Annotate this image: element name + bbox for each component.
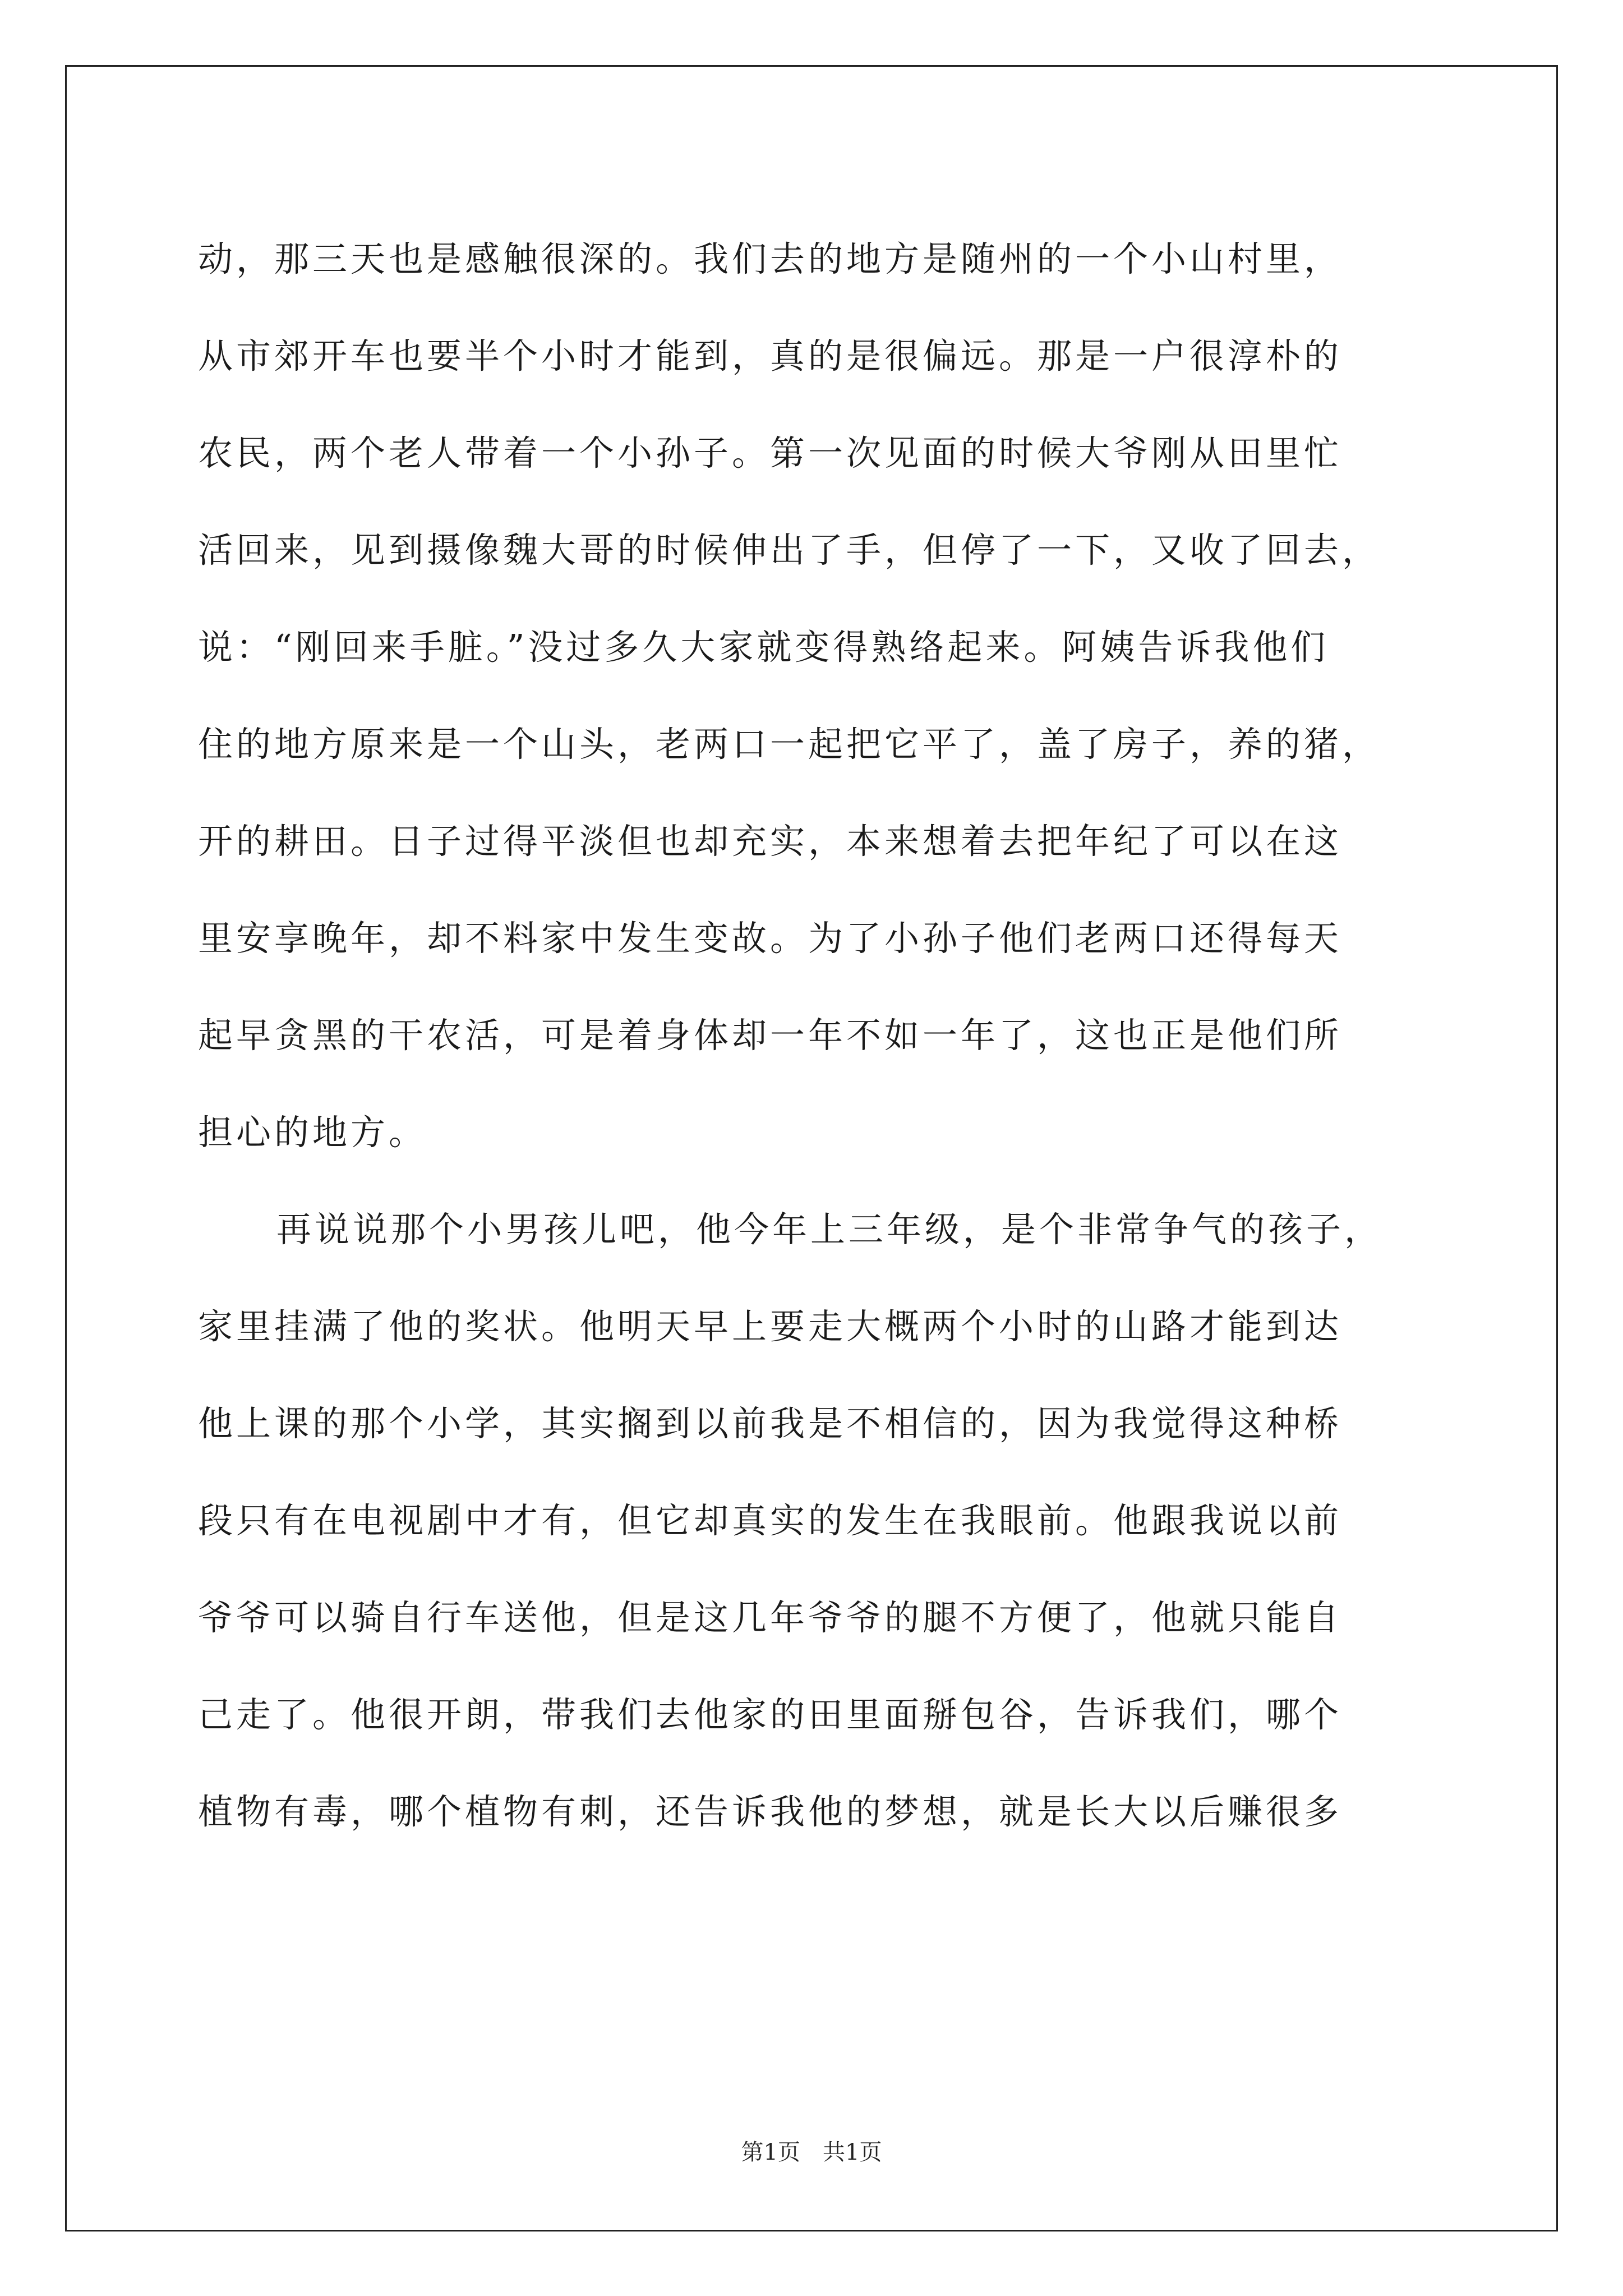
text-line: 段只有在电视剧中才有，但它却真实的发生在我眼前。他跟我说以前 (198, 1500, 1343, 1541)
text-line: 爷爷可以骑自行车送他，但是这几年爷爷的腿不方便了，他就只能自 (198, 1597, 1343, 1638)
text-line: 从市郊开车也要半个小时才能到，真的是很偏远。那是一户很淳朴的 (198, 335, 1343, 376)
text-line: 再说说那个小男孩儿吧，他今年上三年级，是个非常争气的孩子， (276, 1209, 1383, 1250)
text-line: 家里挂满了他的奖状。他明天早上要走大概两个小时的山路才能到达 (198, 1306, 1343, 1347)
page-number-footer: 第1页 共1页 (741, 2139, 882, 2165)
paragraph-1 (198, 210, 1432, 1181)
text-line: 动，那三天也是感触很深的。我们去的地方是随州的一个小山村里， (198, 238, 1343, 279)
text-line: 担心的地方。 (198, 1112, 427, 1153)
paragraph-2 (198, 1181, 1432, 1860)
text-line: 他上课的那个小学，其实搁到以前我是不相信的，因为我觉得这种桥 (198, 1403, 1343, 1444)
text-line: 说：“刚回来手脏。”没过多久大家就变得熟络起来。阿姨告诉我他们 (198, 627, 1329, 668)
text-line: 植物有毒，哪个植物有刺，还告诉我他的梦想，就是长大以后赚很多 (198, 1791, 1343, 1832)
document-body (198, 210, 1432, 1860)
text-line: 活回来，见到摄像魏大哥的时候伸出了手，但停了一下，又收了回去， (198, 530, 1381, 570)
text-line: 农民，两个老人带着一个小孙子。第一次见面的时候大爷刚从田里忙 (198, 432, 1343, 473)
text-line: 里安享晚年，却不料家中发生变故。为了小孙子他们老两口还得每天 (198, 918, 1343, 959)
text-line: 开的耕田。日子过得平淡但也却充实，本来想着去把年纪了可以在这 (198, 821, 1343, 862)
text-line: 住的地方原来是一个山头，老两口一起把它平了，盖了房子，养的猪， (198, 724, 1381, 765)
text-line: 己走了。他很开朗，带我们去他家的田里面掰包谷，告诉我们，哪个 (198, 1694, 1343, 1735)
text-line: 起早贪黑的干农活，可是着身体却一年不如一年了，这也正是他们所 (198, 1015, 1343, 1056)
